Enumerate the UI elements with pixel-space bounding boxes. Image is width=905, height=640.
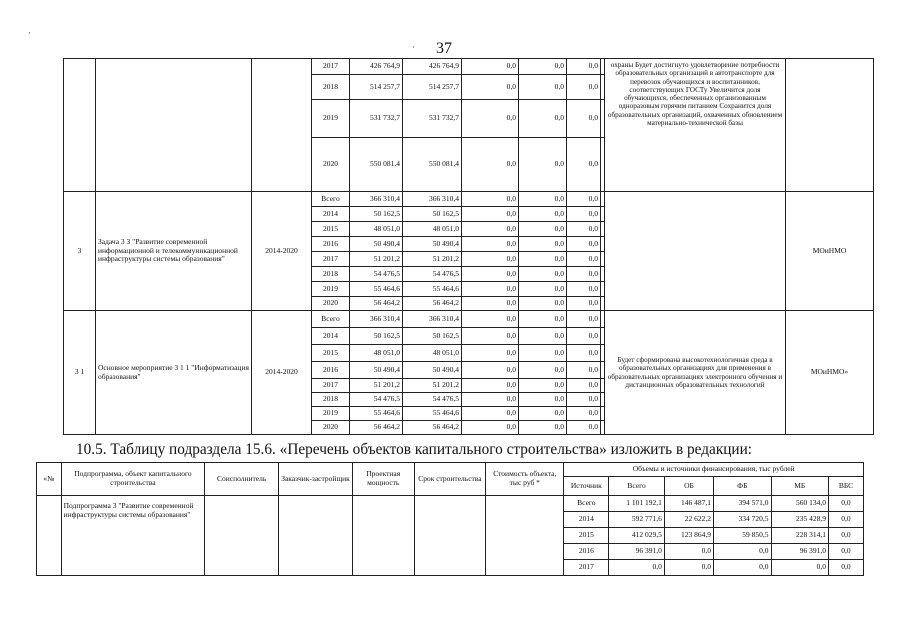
total-cell: 531 732,7	[350, 100, 403, 138]
col-capacity-header: Проектная мощность	[352, 463, 414, 496]
ob-cell: 56 464,2	[403, 297, 462, 311]
vbs-cell: 0,0	[567, 192, 601, 207]
vbs-cell: 0,0	[567, 379, 601, 393]
vbs-cell: 0,0	[828, 560, 863, 576]
year-cell: 2020	[312, 421, 350, 435]
year-cell: 2017	[312, 379, 350, 393]
total-cell: 550 081,4	[350, 138, 403, 192]
total-cell: 50 490,4	[350, 362, 403, 379]
empty-cell	[205, 496, 279, 576]
vbs-cell: 0,0	[828, 544, 863, 560]
empty-cell	[414, 496, 486, 576]
ob-cell: 123 864,9	[664, 528, 713, 544]
num-cell: 3 1	[64, 311, 96, 435]
spacer-cell	[601, 421, 605, 435]
total-cell: 55 464,6	[350, 282, 403, 297]
year-cell: Всего	[312, 192, 350, 207]
vbs-cell: 0,0	[567, 138, 601, 192]
year-cell: 2020	[312, 138, 350, 192]
year-cell: 2015	[312, 345, 350, 362]
ob-cell: 50 162,5	[403, 328, 462, 345]
ob-cell: 54 476,5	[403, 393, 462, 407]
source-cell: 2017	[564, 560, 609, 576]
fb-cell: 0,0	[462, 311, 519, 328]
funding-table	[63, 58, 874, 435]
name-cell	[96, 59, 252, 192]
capital-construction-table	[36, 462, 864, 576]
mb-cell: 0,0	[519, 138, 567, 192]
col-source-header: Источник	[564, 477, 609, 496]
vbs-cell: 0,0	[567, 345, 601, 362]
col-fb-header: ФБ	[714, 477, 771, 496]
year-cell: 2018	[312, 75, 350, 100]
result-text-cell	[605, 192, 786, 311]
mb-cell: 0,0	[519, 237, 567, 252]
total-cell: 54 476,5	[350, 393, 403, 407]
total-cell: 366 310,4	[350, 311, 403, 328]
total-cell: 514 257,7	[350, 75, 403, 100]
mb-cell: 0,0	[519, 192, 567, 207]
vbs-cell: 0,0	[828, 528, 863, 544]
fb-cell: 0,0	[462, 407, 519, 421]
fb-cell: 0,0	[462, 345, 519, 362]
spacer-cell	[601, 282, 605, 297]
col-name-header: Подпрограмма, объект капитального строительства	[61, 463, 205, 496]
year-cell: 2019	[312, 282, 350, 297]
year-cell: 2017	[312, 252, 350, 267]
vbs-cell: 0,0	[567, 311, 601, 328]
total-cell: 50 162,5	[350, 328, 403, 345]
subprogram-name-cell: Подпрограмма 3 "Развитие современной инфраструктуры системы образования"	[61, 496, 205, 576]
source-cell: 2016	[564, 544, 609, 560]
spacer-cell	[601, 345, 605, 362]
fb-cell: 0,0	[462, 237, 519, 252]
fb-cell: 0,0	[462, 207, 519, 222]
mb-cell: 0,0	[519, 207, 567, 222]
total-cell: 1 101 192,1	[609, 496, 664, 512]
fb-cell: 334 720,5	[714, 512, 771, 528]
fb-cell: 394 571,0	[714, 496, 771, 512]
mb-cell: 0,0	[519, 362, 567, 379]
vbs-cell: 0,0	[567, 237, 601, 252]
result-text-cell: охраны Будет достигнуто удовлетворение потребности образовательных организаций в автотранспорте для перевозок обучающихся и воспитанников, соответствующих ГОСТу Увеличится доля обучающихся, обеспеченных организованным одноразовым горячим питанием Сохранится доля образовательных организаций, охваченных обновлением материально-технической базы	[605, 59, 786, 192]
ob-cell: 55 464,6	[403, 282, 462, 297]
spacer-cell	[601, 222, 605, 237]
empty-cell	[279, 496, 353, 576]
ob-cell: 146 487,1	[664, 496, 713, 512]
ob-cell: 50 490,4	[403, 237, 462, 252]
total-cell: 55 464,6	[350, 407, 403, 421]
fb-cell: 0,0	[462, 75, 519, 100]
ob-cell: 22 622,2	[664, 512, 713, 528]
fb-cell: 59 850,5	[714, 528, 771, 544]
mb-cell: 0,0	[519, 282, 567, 297]
num-cell	[37, 496, 62, 576]
vbs-cell: 0,0	[567, 252, 601, 267]
spacer-cell	[601, 393, 605, 407]
spacer-cell	[601, 379, 605, 393]
fb-cell: 0,0	[714, 560, 771, 576]
mb-cell: 0,0	[519, 379, 567, 393]
ob-cell: 514 257,7	[403, 75, 462, 100]
year-cell: 2019	[312, 100, 350, 138]
ob-cell: 48 051,0	[403, 222, 462, 237]
ob-cell: 366 310,4	[403, 192, 462, 207]
ob-cell: 550 081,4	[403, 138, 462, 192]
name-cell: Задача 3 3 "Развитие современной информационной и телекоммуникационной инфраструктуры системы образования"	[96, 192, 252, 311]
total-cell: 96 391,0	[609, 544, 664, 560]
year-cell: 2014	[312, 207, 350, 222]
executor-cell	[786, 59, 874, 192]
col-term-header: Срок строительства	[414, 463, 486, 496]
ob-cell: 51 201,2	[403, 379, 462, 393]
source-cell: Всего	[564, 496, 609, 512]
fb-cell: 0,0	[462, 421, 519, 435]
year-cell: 2017	[312, 59, 350, 75]
scan-dot: ·	[412, 42, 415, 52]
mb-cell: 0,0	[519, 328, 567, 345]
fb-cell: 0,0	[462, 297, 519, 311]
spacer-cell	[601, 237, 605, 252]
fb-cell: 0,0	[462, 138, 519, 192]
total-cell: 366 310,4	[350, 192, 403, 207]
vbs-cell: 0,0	[567, 267, 601, 282]
vbs-cell: 0,0	[567, 222, 601, 237]
mb-cell: 0,0	[519, 59, 567, 75]
vbs-cell: 0,0	[567, 393, 601, 407]
fb-cell: 0,0	[462, 328, 519, 345]
spacer-cell	[601, 297, 605, 311]
source-cell: 2014	[564, 512, 609, 528]
mb-cell: 0,0	[519, 222, 567, 237]
period-cell	[252, 59, 312, 192]
col-cost-header: Стоимость объекта, тыс руб *	[486, 463, 564, 496]
total-cell: 412 029,5	[609, 528, 664, 544]
fb-cell: 0,0	[462, 192, 519, 207]
fb-cell: 0,0	[714, 544, 771, 560]
col-total-header: Всего	[609, 477, 664, 496]
vbs-cell: 0,0	[567, 282, 601, 297]
vbs-cell: 0,0	[567, 421, 601, 435]
mb-cell: 0,0	[519, 421, 567, 435]
empty-cell	[352, 496, 414, 576]
ob-cell: 55 464,6	[403, 407, 462, 421]
period-cell: 2014-2020	[252, 311, 312, 435]
ob-cell: 0,0	[664, 544, 713, 560]
mb-cell: 0,0	[519, 311, 567, 328]
mb-cell: 0,0	[519, 267, 567, 282]
total-cell: 56 464,2	[350, 297, 403, 311]
spacer-cell	[601, 362, 605, 379]
col-ob-header: ОБ	[664, 477, 713, 496]
year-cell: 2020	[312, 297, 350, 311]
table-row	[64, 192, 874, 207]
spacer-cell	[601, 252, 605, 267]
table-row	[64, 59, 874, 75]
vbs-cell: 0,0	[567, 75, 601, 100]
spacer-cell	[601, 328, 605, 345]
col-customer-header: Заказчик-застройщик	[279, 463, 353, 496]
year-cell: 2019	[312, 407, 350, 421]
mb-cell: 0,0	[519, 252, 567, 267]
col-coexecutor-header: Соисполнитель	[205, 463, 279, 496]
ob-cell: 50 162,5	[403, 207, 462, 222]
ob-cell: 48 051,0	[403, 345, 462, 362]
fb-cell: 0,0	[462, 282, 519, 297]
source-cell: 2015	[564, 528, 609, 544]
period-cell: 2014-2020	[252, 192, 312, 311]
num-cell	[64, 59, 96, 192]
scan-dot: ·	[28, 28, 31, 38]
ob-cell: 531 732,7	[403, 100, 462, 138]
mb-cell: 235 428,9	[771, 512, 828, 528]
vbs-cell: 0,0	[567, 59, 601, 75]
vbs-cell: 0,0	[567, 100, 601, 138]
total-cell: 51 201,2	[350, 379, 403, 393]
mb-cell: 0,0	[519, 100, 567, 138]
mb-cell: 0,0	[519, 393, 567, 407]
year-cell: 2018	[312, 393, 350, 407]
fb-cell: 0,0	[462, 393, 519, 407]
total-cell: 51 201,2	[350, 252, 403, 267]
total-cell: 426 764,9	[350, 59, 403, 75]
fb-cell: 0,0	[462, 267, 519, 282]
fb-cell: 0,0	[462, 222, 519, 237]
mb-cell: 0,0	[519, 345, 567, 362]
total-cell: 0,0	[609, 560, 664, 576]
page-number: 37	[436, 40, 452, 57]
total-cell: 54 476,5	[350, 267, 403, 282]
mb-cell: 0,0	[519, 407, 567, 421]
ob-cell: 0,0	[664, 560, 713, 576]
total-cell: 592 771,6	[609, 512, 664, 528]
ob-cell: 50 490,4	[403, 362, 462, 379]
spacer-cell	[601, 267, 605, 282]
mb-cell: 0,0	[519, 75, 567, 100]
fb-cell: 0,0	[462, 59, 519, 75]
mb-cell: 0,0	[771, 560, 828, 576]
total-cell: 56 464,2	[350, 421, 403, 435]
total-cell: 48 051,0	[350, 345, 403, 362]
num-cell: 3	[64, 192, 96, 311]
year-cell: 2016	[312, 362, 350, 379]
executor-cell: МОиНМО	[786, 192, 874, 311]
empty-cell	[486, 496, 564, 576]
fb-cell: 0,0	[462, 100, 519, 138]
ob-cell: 51 201,2	[403, 252, 462, 267]
year-cell: 2014	[312, 328, 350, 345]
mb-cell: 96 391,0	[771, 544, 828, 560]
vbs-cell: 0,0	[567, 328, 601, 345]
executor-cell: МОиНМО»	[786, 311, 874, 435]
col-mb-header: МБ	[771, 477, 828, 496]
ob-cell: 54 476,5	[403, 267, 462, 282]
name-cell: Основное мероприятие 3 1 1 "Информатизация образования"	[96, 311, 252, 435]
fb-cell: 0,0	[462, 362, 519, 379]
spacer-cell	[601, 100, 605, 138]
ob-cell: 426 764,9	[403, 59, 462, 75]
spacer-cell	[601, 75, 605, 100]
fb-cell: 0,0	[462, 252, 519, 267]
mb-cell: 228 314,1	[771, 528, 828, 544]
table-row	[64, 311, 874, 328]
total-cell: 50 162,5	[350, 207, 403, 222]
result-text-cell: Будет сформирована высокотехнологичная среда в образовательных организациях для применения в образовательных организациях электронного обучения и дистанционных образовательных технологий	[605, 311, 786, 435]
vbs-cell: 0,0	[567, 207, 601, 222]
total-cell: 50 490,4	[350, 237, 403, 252]
year-cell: 2016	[312, 237, 350, 252]
year-cell: 2015	[312, 222, 350, 237]
vbs-cell: 0,0	[828, 512, 863, 528]
spacer-cell	[601, 207, 605, 222]
ob-cell: 56 464,2	[403, 421, 462, 435]
ob-cell: 366 310,4	[403, 311, 462, 328]
vbs-cell: 0,0	[828, 496, 863, 512]
total-cell: 48 051,0	[350, 222, 403, 237]
year-cell: 2018	[312, 267, 350, 282]
vbs-cell: 0,0	[567, 297, 601, 311]
col-num-header: «№	[37, 463, 62, 496]
vbs-cell: 0,0	[567, 362, 601, 379]
spacer-cell	[601, 407, 605, 421]
section-heading: 10.5. Таблицу подраздела 15.6. «Перечень объектов капитального строительства» изложить в редакции:	[76, 441, 753, 458]
year-cell: Всего	[312, 311, 350, 328]
mb-cell: 0,0	[519, 297, 567, 311]
vbs-cell: 0,0	[567, 407, 601, 421]
col-vbs-header: ВБС	[828, 477, 863, 496]
mb-cell: 560 134,0	[771, 496, 828, 512]
fb-cell: 0,0	[462, 379, 519, 393]
col-volumes-header: Объемы и источники финансирования, тыс рублей	[564, 463, 864, 477]
table-row	[37, 496, 864, 512]
spacer-cell	[601, 138, 605, 192]
